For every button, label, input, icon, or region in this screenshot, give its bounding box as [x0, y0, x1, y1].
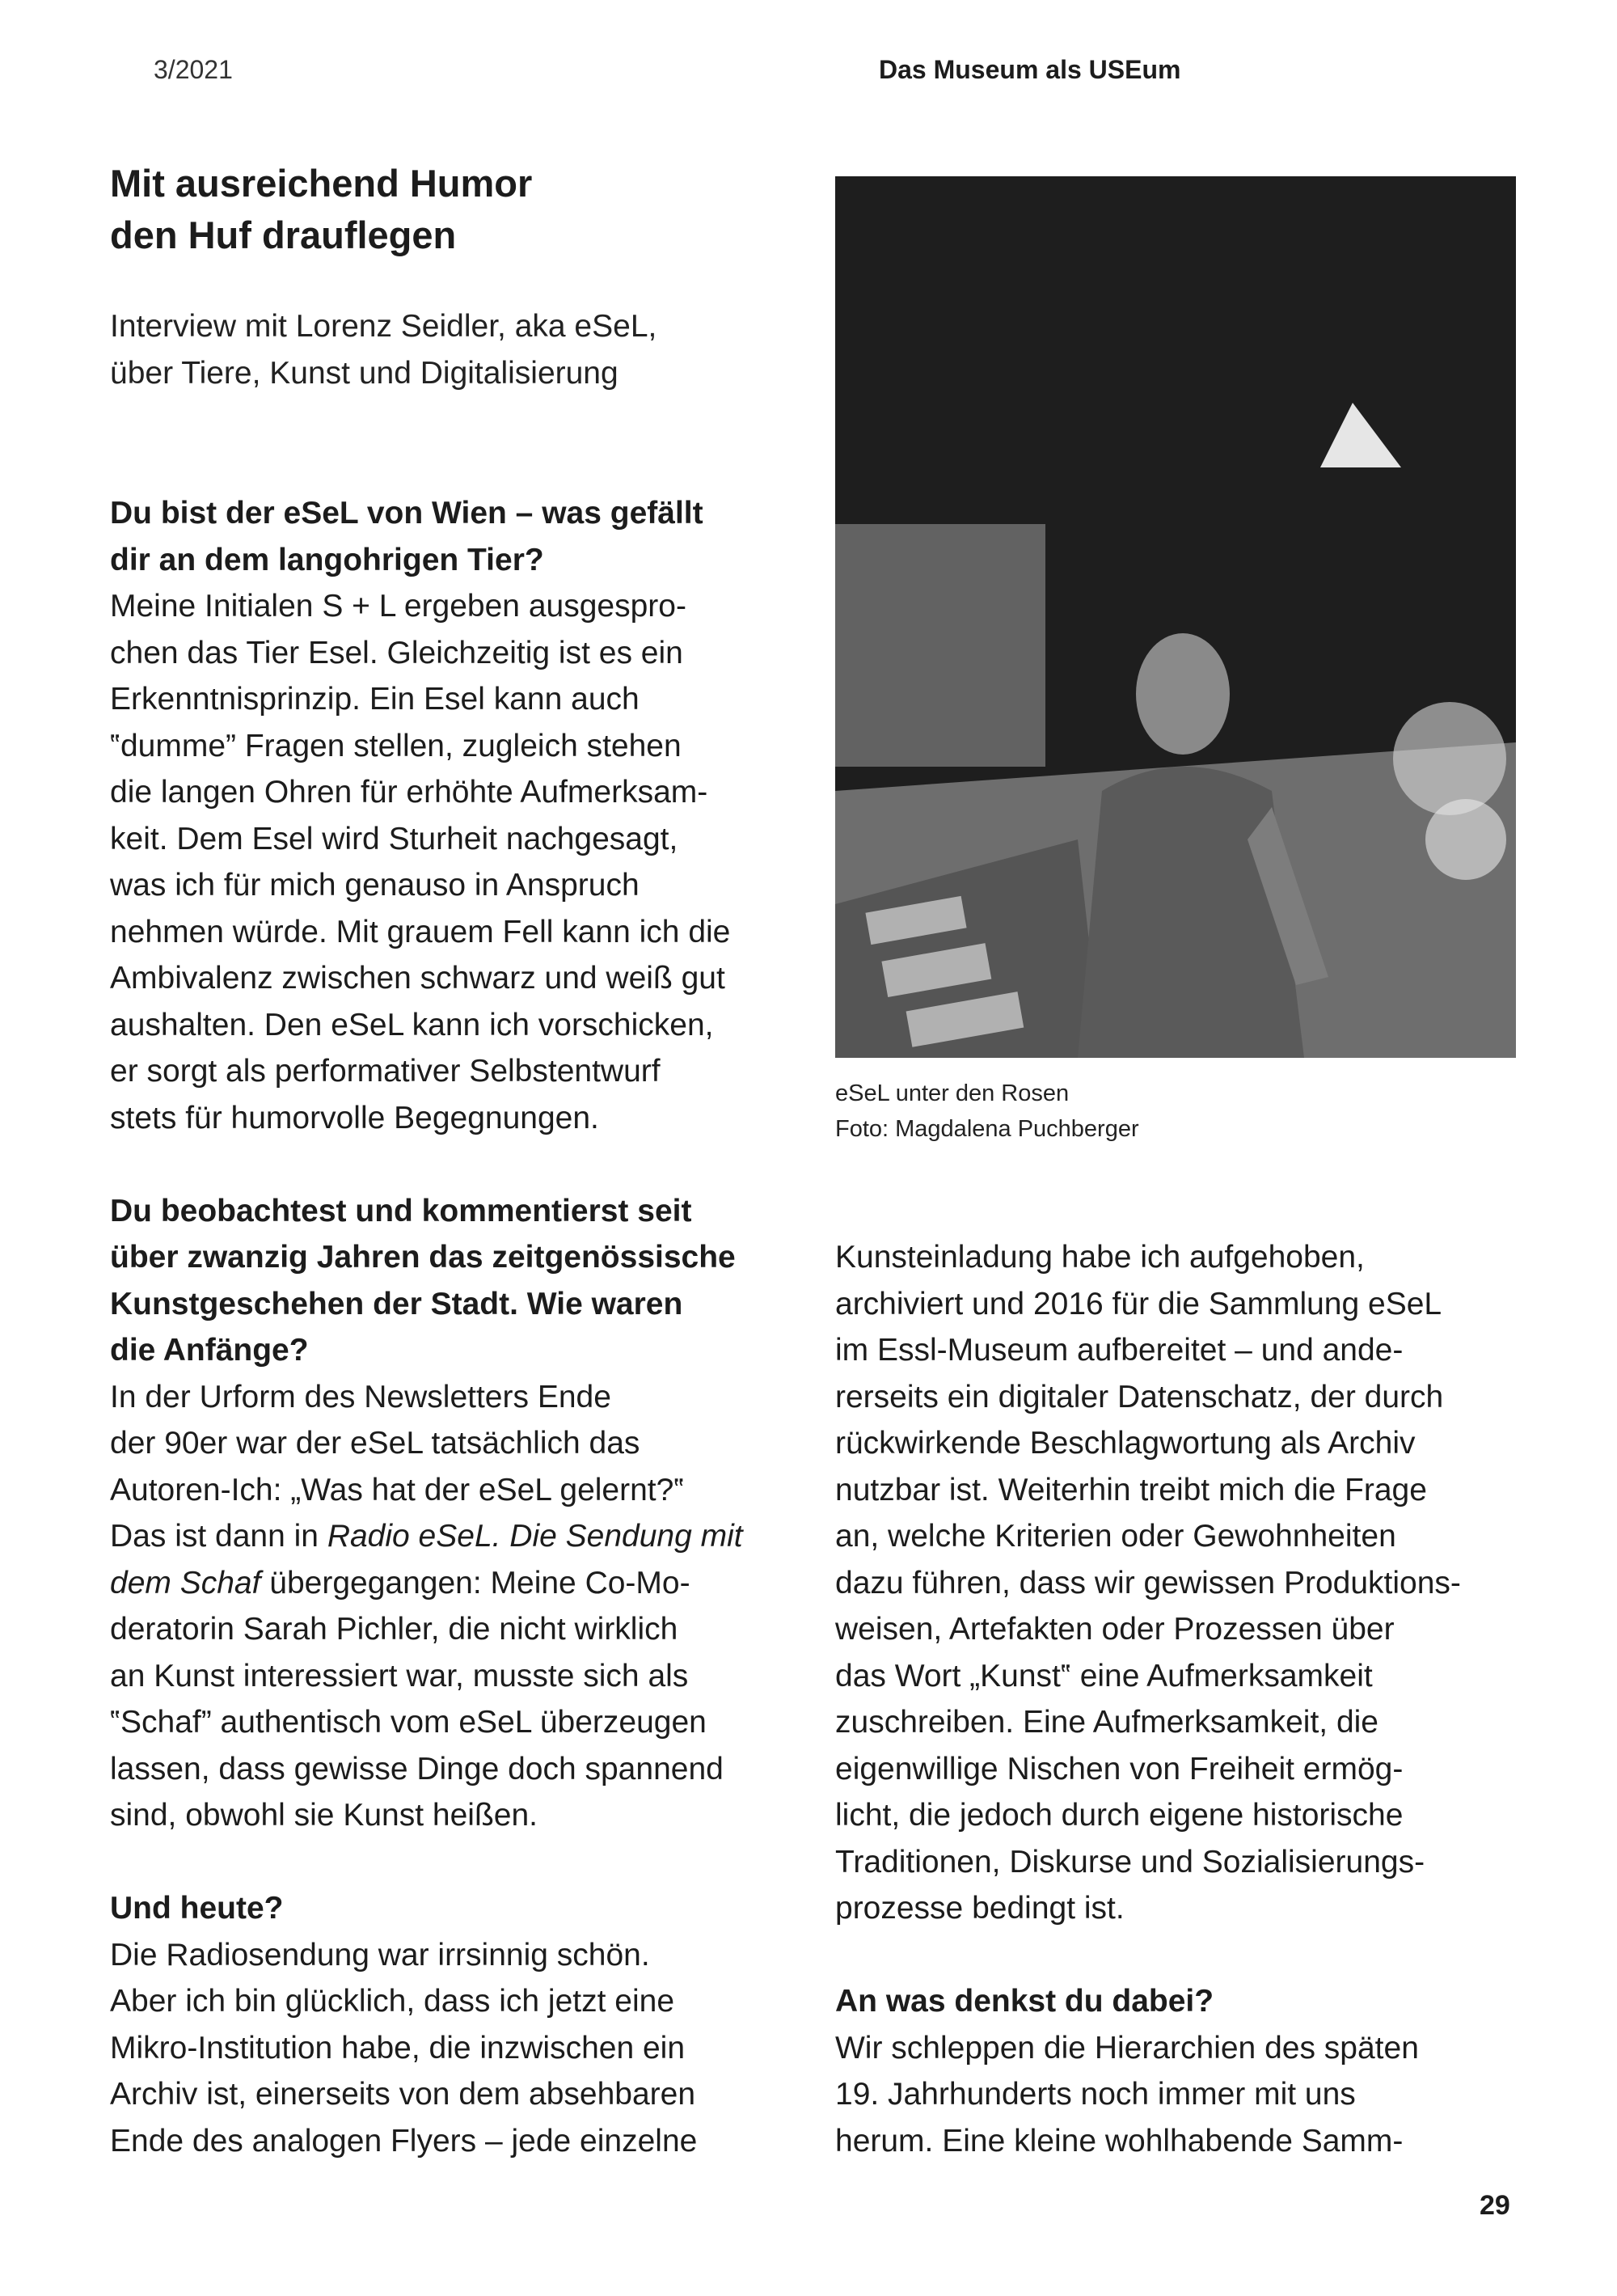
answer-text-line: herum. Eine kleine wohlhabende Samm-: [835, 2123, 1404, 2159]
question-heading-line: Du beobachtest und kommentierst seit: [110, 1193, 692, 1228]
page-number: 29: [1480, 2190, 1510, 2221]
answer-text-line: an Kunst interessiert war, musste sich als: [110, 1658, 689, 1693]
left-text-column: [110, 490, 743, 2164]
answer-text-line: Meine Initialen S + L ergeben ausgespro-: [110, 589, 686, 624]
answer-text-line: Autoren-Ich: „Was hat der eSeL gelernt?‟: [110, 1472, 685, 1507]
answer-text-line: licht, die jedoch durch eigene historische: [835, 1798, 1404, 1833]
answer-text-line: zuschreiben. Eine Aufmerksamkeit, die: [835, 1705, 1378, 1740]
answer-text-line: sind, obwohl sie Kunst heißen.: [110, 1798, 538, 1833]
answer-text-line: lassen, dass gewisse Dinge doch spannend: [110, 1751, 724, 1786]
italic-title-text: dem Schaf: [110, 1565, 261, 1600]
paragraph-gap: [835, 1932, 1461, 1979]
answer-text-line: In der Urform des Newsletters Ende: [110, 1379, 611, 1414]
answer-text-line: stets für humorvolle Begegnungen.: [110, 1100, 599, 1135]
answer-text-line: nehmen würde. Mit grauem Fell kann ich die: [110, 914, 731, 949]
italic-title-text: Radio eSeL. Die Sendung mit: [327, 1519, 743, 1554]
answer-text-line: keit. Dem Esel wird Sturheit nachgesagt,: [110, 821, 678, 856]
answer-text-line: Mikro-Institution habe, die inzwischen ein: [110, 2030, 686, 2066]
photo-image: [835, 176, 1516, 1058]
question-heading-line: Kunstgeschehen der Stadt. Wie waren: [110, 1286, 683, 1321]
article-subtitle: [110, 303, 657, 397]
answer-text-line: weisen, Artefakten oder Prozessen über: [835, 1612, 1395, 1647]
answer-text-line: Traditionen, Diskurse und Sozialisierungs-: [835, 1844, 1425, 1880]
right-text-column: [835, 1234, 1461, 2164]
caption-credit: Foto: Magdalena Puchberger: [835, 1116, 1139, 1142]
answer-text-line: [110, 1513, 743, 1560]
answer-text-line: ‟Schaf” authentisch vom eSeL überzeugen: [110, 1705, 707, 1740]
running-title: Das Museum als USEum: [879, 55, 1181, 84]
issue-number: 3/2021: [154, 55, 233, 84]
answer-text-line: [110, 1560, 743, 1607]
answer-text-line: dazu führen, dass wir gewissen Produktions-: [835, 1565, 1461, 1600]
text-segment: übergegangen: Meine Co-Mo-: [260, 1565, 690, 1600]
answer-text-line: 19. Jahrhunderts noch immer mit uns: [835, 2077, 1356, 2112]
article-title: [110, 158, 532, 261]
answer-text-line: im Essl-Museum aufbereitet – und ande-: [835, 1333, 1404, 1368]
answer-text-line: Ambivalenz zwischen schwarz und weiß gut: [110, 961, 725, 996]
answer-text-line: Archiv ist, einerseits von dem absehbaren: [110, 2077, 696, 2112]
question-heading-line: dir an dem langohrigen Tier?: [110, 542, 544, 577]
caption-title: eSeL unter den Rosen: [835, 1080, 1070, 1106]
photo-caption: [835, 1076, 1139, 1147]
answer-text-line: aushalten. Den eSeL kann ich vorschicken,: [110, 1007, 714, 1042]
question-heading-line: An was denkst du dabei?: [835, 1984, 1214, 2019]
answer-text-line: Ende des analogen Flyers – jede einzelne: [110, 2123, 698, 2159]
answer-text-line: was ich für mich genauso in Anspruch: [110, 868, 640, 903]
paragraph-gap: [110, 1839, 743, 1886]
answer-text-line: er sorgt als performativer Selbstentwurf: [110, 1054, 661, 1089]
subtitle-line: Interview mit Lorenz Seidler, aka eSeL,: [110, 309, 657, 344]
answer-text-line: der 90er war der eSeL tatsächlich das: [110, 1426, 640, 1461]
answer-text-line: Kunsteinladung habe ich aufgehoben,: [835, 1240, 1365, 1275]
portrait-photo: [835, 176, 1516, 1058]
subtitle-line: über Tiere, Kunst und Digitalisierung: [110, 356, 619, 391]
question-heading-line: Und heute?: [110, 1891, 284, 1926]
answer-text-line: Erkenntnisprinzip. Ein Esel kann auch: [110, 682, 640, 717]
answer-text-line: an, welche Kriterien oder Gewohnheiten: [835, 1519, 1396, 1554]
paragraph-gap: [110, 1141, 743, 1188]
answer-text-line: archiviert und 2016 für die Sammlung eSeL: [835, 1286, 1442, 1321]
answer-text-line: Die Radiosendung war irrsinnig schön.: [110, 1937, 650, 1973]
answer-text-line: das Wort „Kunst‟ eine Aufmerksamkeit: [835, 1658, 1373, 1693]
answer-text-line: rückwirkende Beschlagwortung als Archiv: [835, 1426, 1416, 1461]
question-heading-line: Du bist der eSeL von Wien – was gefällt: [110, 496, 703, 531]
title-line: den Huf drauflegen: [110, 214, 457, 256]
answer-text-line: nutzbar ist. Weiterhin treibt mich die Frage: [835, 1472, 1427, 1507]
answer-text-line: Wir schleppen die Hierarchien des späten: [835, 2030, 1419, 2066]
answer-text-line: deratorin Sarah Pichler, die nicht wirklich: [110, 1612, 678, 1647]
question-heading-line: die Anfänge?: [110, 1333, 309, 1368]
question-heading-line: über zwanzig Jahren das zeitgenössische: [110, 1240, 736, 1275]
answer-text-line: rerseits ein digitaler Datenschatz, der durch: [835, 1379, 1444, 1414]
answer-text-line: eigenwillige Nischen von Freiheit ermög-: [835, 1751, 1404, 1786]
answer-text-line: die langen Ohren für erhöhte Aufmerksam-: [110, 775, 708, 810]
answer-text-line: chen das Tier Esel. Gleichzeitig ist es ein: [110, 635, 683, 670]
answer-text-line: ‟dumme” Fragen stellen, zugleich stehen: [110, 728, 682, 763]
title-line: Mit ausreichend Humor: [110, 162, 533, 205]
answer-text-line: Aber ich bin glücklich, dass ich jetzt eine: [110, 1984, 675, 2019]
answer-text-line: prozesse bedingt ist.: [835, 1891, 1125, 1926]
text-segment: Das ist dann in: [110, 1519, 327, 1554]
